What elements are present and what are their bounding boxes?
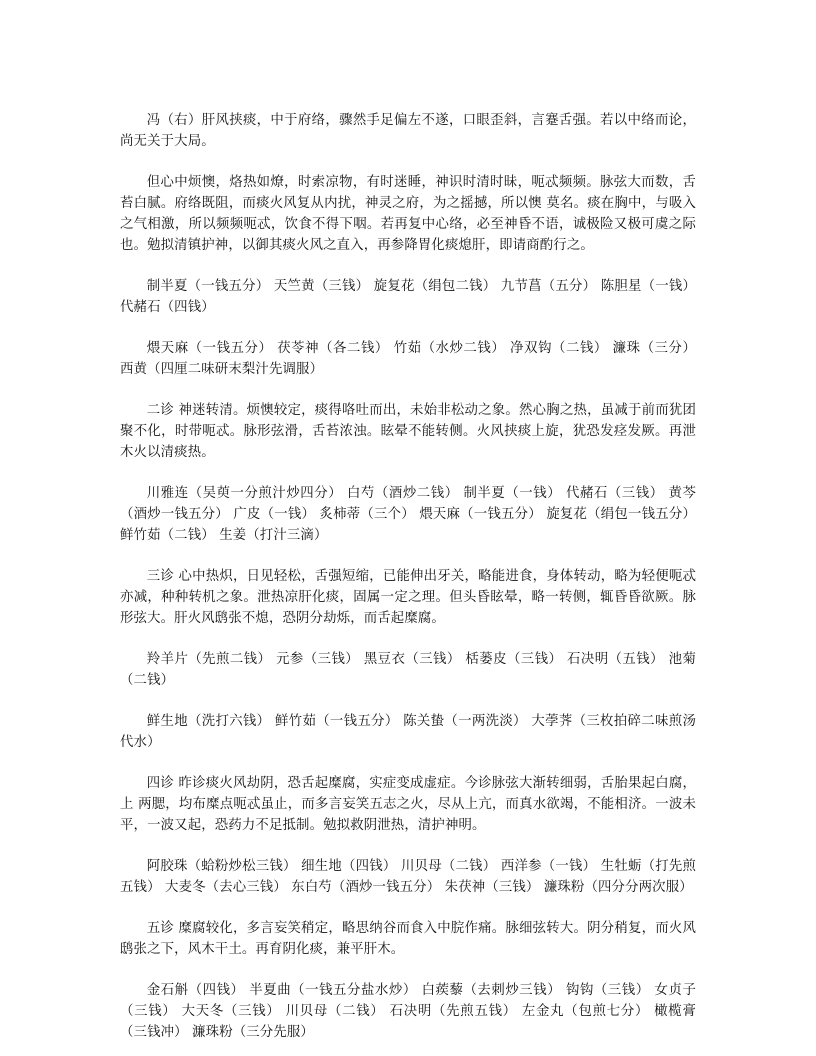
fifth-visit-paragraph: 五诊 糜腐较化，多言妄笑稍定，略思纳谷而食入中脘作痛。脉细弦转大。阴分稍复，而火风鸱张之下，风木干土。再育阴化痰，兼平肝木。 bbox=[120, 921, 696, 957]
third-visit-paragraph: 三诊 心中热炽，日见轻松，舌强短缩，已能伸出牙关，略能进食，身体转动，略为轻便呃忒亦减，种种转机之象。泄热凉肝化痰，固属一定之理。但头昏眩晕，略一转侧，辄昏昏欲厥。脉形弦大。肝火风鸱张不熄，恐阴分劫烁，而舌起糜腐。 bbox=[120, 569, 696, 626]
prescription-2: 川雅连（吴萸一分煎汁炒四分） 白芍（酒炒二钱） 制半夏（一钱） 代赭石（三钱） 黄芩（酒炒一钱五分） 广皮（一钱） 炙柿蒂（三个） 煨天麻（一钱五分） 旋复花（绢包一钱五分） 鲜竹茹（二钱） 生姜（打汁三滴） bbox=[120, 486, 696, 543]
prescription-3b: 鲜生地（洗打六钱） 鲜竹茹（一钱五分） 陈关蛰（一两洗淡） 大荸荠（三枚拍碎二味煎汤代水） bbox=[120, 714, 696, 750]
prescription-3a: 羚羊片（先煎二钱） 元参（三钱） 黑豆衣（三钱） 栝蒌皮（三钱） 石决明（五钱） 池菊（二钱） bbox=[120, 652, 696, 688]
prescription-1b: 煨天麻（一钱五分） 茯苓神（各二钱） 竹茹（水炒二钱） 净双钩（二钱） 濂珠（三分） 西黄（四厘二味研末梨汁先调服） bbox=[120, 341, 696, 377]
prescription-5: 金石斛（四钱） 半夏曲（一钱五分盐水炒） 白蒺藜（去刺炒三钱） 钩钩（三钱） 女贞子（三钱） 大天冬（三钱） 川贝母（二钱） 石决明（先煎五钱） 左金丸（包煎七分） 橄榄膏（三钱冲） 濂珠粉（三分先服） bbox=[120, 983, 696, 1040]
case-intro-paragraph: 冯（右）肝风挟痰，中于府络，骤然手足偏左不遂，口眼歪斜，言蹇舌强。若以中络而论，尚无关于大局。 bbox=[120, 113, 696, 149]
prescription-4: 阿胶珠（蛤粉炒松三钱） 细生地（四钱） 川贝母（二钱） 西洋参（一钱） 生牡蛎（打先煎五钱） 大麦冬（去心三钱） 东白芍（酒炒一钱五分） 朱茯神（三钱） 濂珠粉（四分分两次服） bbox=[120, 859, 696, 895]
second-visit-paragraph: 二诊 神迷转清。烦懊较定，痰得咯吐而出，未始非松动之象。然心胸之热，虽减于前而犹团聚不化，时带呃忒。脉形弦滑，舌苔浓浊。眩晕不能转侧。火风挟痰上旋，犹恐发痉发厥。再泄木火以清痰热。 bbox=[120, 403, 696, 460]
prescription-1a: 制半夏（一钱五分） 天竺黄（三钱） 旋复花（绢包二钱） 九节菖（五分） 陈胆星（一钱） 代赭石（四钱） bbox=[120, 279, 696, 315]
fourth-visit-paragraph: 四诊 昨诊痰火风劫阴，恐舌起糜腐，实症变成虚症。今诊脉弦大渐转细弱，舌胎果起白腐，上 两腮，均布糜点呃忒虽止，而多言妄笑五志之火，尽从上亢，而真水欲竭，不能相济。一波未平，一波又起，恐药力不足抵制。勉拟救阴泄热，清护神明。 bbox=[120, 776, 696, 833]
case-symptoms-paragraph: 但心中烦懊，烙热如燎，时索凉物，有时迷睡，神识时清时昧，呃忒频频。脉弦大而数，舌苔白腻。府络既阻，而痰火风复从内扰，神灵之府，为之摇撼，所以懊 莫名。痰在胸中，与吸入之气相激，所以频频呃忒，饮食不得下咽。若再复中心络，必至神昏不语，诚极险又极可虞之际也。勉拟清镇护神，以御其痰火风之直入，再参降胃化痰熄肝，即请商酌行之。 bbox=[120, 175, 696, 253]
